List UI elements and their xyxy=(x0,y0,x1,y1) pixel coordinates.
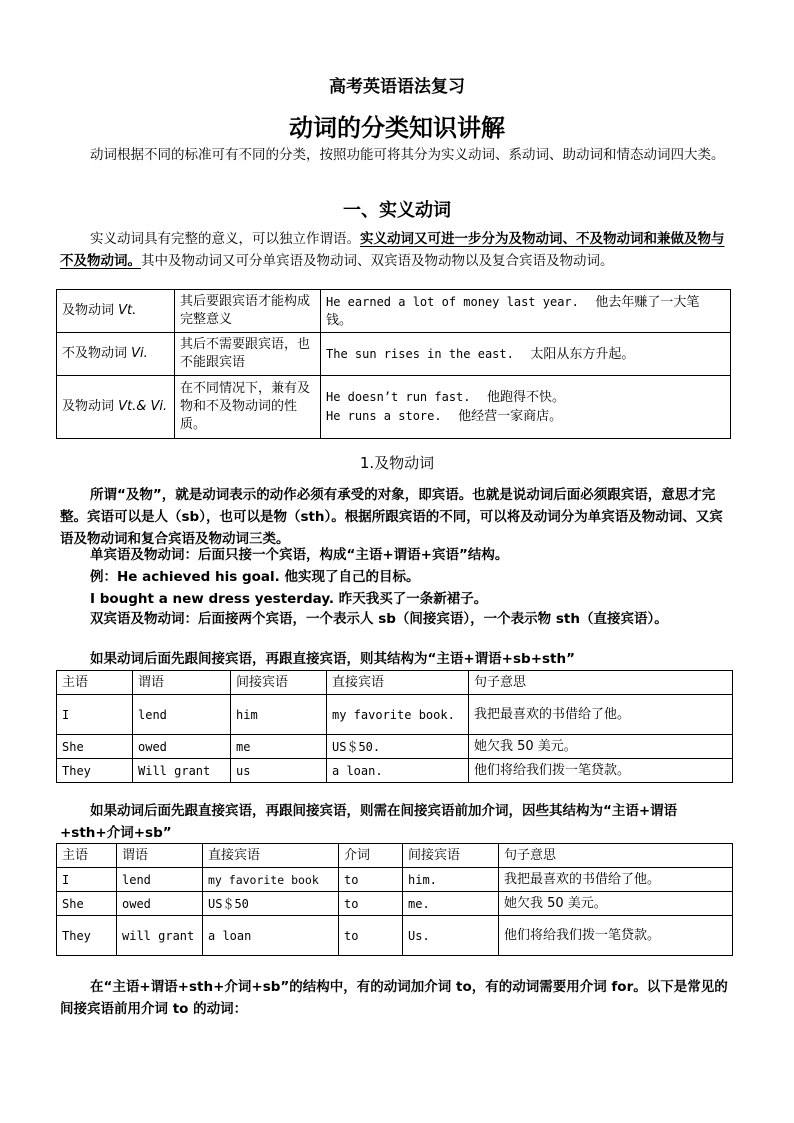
header-cell: 句子意思 xyxy=(469,671,733,695)
table-cell: to xyxy=(339,916,403,956)
example-sentence-1: 例：He achieved his goal. 他实现了自己的目标。 xyxy=(90,569,420,585)
table-row xyxy=(57,333,731,376)
table-cell: will grant xyxy=(117,916,203,956)
notional-verbs-paragraph: 实义动词具有完整的意义，可以独立作谓语。实义动词又可进一步分为及物动词、不及物动词和兼做及物与不及物动词。其中及物动词又可分单宾语及物动词、双宾语及物动物以及复合宾语及物动词。 xyxy=(60,231,725,269)
table-row xyxy=(57,735,733,759)
table-cell: my favorite book. xyxy=(327,695,469,735)
table-header-row xyxy=(57,844,733,868)
table-cell: He earned a lot of money last year. 他去年赚了一大笔钱。 xyxy=(321,290,731,333)
intro-paragraph: 动词根据不同的标准可有不同的分类，按照功能可将其分为实义动词、系动词、助动词和情态动词四大类。 xyxy=(90,147,725,163)
table-cell: owed xyxy=(133,735,231,759)
structure-sb-sth-paragraph: 如果动词后面先跟间接宾语，再跟直接宾语，则其结构为“主语+谓语+sb+sth” xyxy=(90,651,575,667)
table-cell: Will grant xyxy=(133,759,231,783)
header-cell: 主语 xyxy=(57,671,133,695)
table-cell: 及物动词 Vt. xyxy=(57,290,175,333)
table-cell: She xyxy=(57,892,117,916)
table-cell: lend xyxy=(117,868,203,892)
section-heading-notional-verbs: 一、实义动词 xyxy=(343,200,451,221)
table-cell: They xyxy=(57,916,117,956)
header-cell: 句子意思 xyxy=(499,844,733,868)
table-cell: 他们将给我们拨一笔贷款。 xyxy=(469,759,733,783)
table-cell: 她欠我 50 美元。 xyxy=(469,735,733,759)
table-cell: The sun rises in the east. 太阳从东方升起。 xyxy=(321,333,731,376)
transitive-definition-paragraph: 所谓“及物”，就是动词表示的动作必须有承受的对象，即宾语。也就是说动词后面必须跟宾语，意思才完整。宾语可以是人（sb），也可以是物（sth）。根据所跟宾语的不同，可以将及动词分为单宾语及物动词、又宾语及物动词和复合宾语及物动词三类。 xyxy=(60,487,723,547)
table-cell: me. xyxy=(403,892,499,916)
table-cell: 他们将给我们拨一笔贷款。 xyxy=(499,916,733,956)
table-row xyxy=(57,892,733,916)
table-row xyxy=(57,376,731,439)
table-cell: him xyxy=(231,695,327,735)
table-cell: 我把最喜欢的书借给了他。 xyxy=(499,868,733,892)
single-object-paragraph: 单宾语及物动词：后面只接一个宾语，构成“主语+谓语+宾语”结构。 xyxy=(90,547,509,563)
table-cell: to xyxy=(339,868,403,892)
verb-subtypes-emphasis: 实义动词又可进一步分为及物动词、不及物动词和兼做及物与不及物动词。 xyxy=(60,231,725,269)
table-cell: He doesn’t run fast. 他跑得不快。 He runs a store. 他经营一家商店。 xyxy=(321,376,731,439)
table-cell: to xyxy=(339,892,403,916)
header-cell: 直接宾语 xyxy=(327,671,469,695)
table-cell: 她欠我 50 美元。 xyxy=(499,892,733,916)
table-cell: She xyxy=(57,735,133,759)
table-cell: I xyxy=(57,868,117,892)
table-cell: 我把最喜欢的书借给了他。 xyxy=(469,695,733,735)
example-sentence-2: I bought a new dress yesterday. 昨天我买了一条新裙子。 xyxy=(90,591,488,607)
table-cell: US＄50 xyxy=(203,892,339,916)
table-row xyxy=(57,695,733,735)
document-title: 动词的分类知识讲解 xyxy=(289,114,505,142)
table-cell: lend xyxy=(133,695,231,735)
header-cell: 介词 xyxy=(339,844,403,868)
table-cell: I xyxy=(57,695,133,735)
table-cell: 其后要跟宾语才能构成完整意义 xyxy=(175,290,321,333)
table-cell: my favorite book xyxy=(203,868,339,892)
table-cell: Us. xyxy=(403,916,499,956)
table-cell: me xyxy=(231,735,327,759)
preposition-to-paragraph: 在“主语+谓语+sth+介词+sb”的结构中，有的动词加介词 to，有的动词需要用介词 for。以下是常见的间接宾语前用介词 to 的动词： xyxy=(60,979,728,1017)
table-cell: us xyxy=(231,759,327,783)
indirect-first-table xyxy=(56,670,733,783)
table-header-row xyxy=(57,671,733,695)
table-cell: 及物动词 Vt.& Vi. xyxy=(57,376,175,439)
table-cell: 其后不需要跟宾语，也不能跟宾语 xyxy=(175,333,321,376)
double-object-paragraph: 双宾语及物动词：后面接两个宾语，一个表示人 sb（间接宾语），一个表示物 sth（直接宾语）。 xyxy=(90,611,668,627)
table-cell: owed xyxy=(117,892,203,916)
header-cell: 直接宾语 xyxy=(203,844,339,868)
table-row xyxy=(57,759,733,783)
table-row xyxy=(57,868,733,892)
structure-sth-prep-sb-paragraph: 如果动词后面先跟直接宾语，再跟间接宾语，则需在间接宾语前加介词，因些其结构为“主语+谓语+sth+介词+sb” xyxy=(60,803,678,841)
section-heading-transitive-verbs: 1.及物动词 xyxy=(359,454,435,472)
table-cell: him. xyxy=(403,868,499,892)
header-cell: 谓语 xyxy=(117,844,203,868)
table-cell: They xyxy=(57,759,133,783)
table-row xyxy=(57,290,731,333)
table-cell: 在不同情况下，兼有及物和不及物动词的性质。 xyxy=(175,376,321,439)
table-cell: a loan xyxy=(203,916,339,956)
header-cell: 谓语 xyxy=(133,671,231,695)
document-subtitle: 高考英语语法复习 xyxy=(329,77,465,97)
table-cell: US＄50. xyxy=(327,735,469,759)
table-row xyxy=(57,916,733,956)
header-cell: 间接宾语 xyxy=(231,671,327,695)
table-cell: a loan. xyxy=(327,759,469,783)
verb-types-table xyxy=(56,289,731,439)
table-cell: 不及物动词 Vi. xyxy=(57,333,175,376)
direct-first-table xyxy=(56,843,733,956)
header-cell: 间接宾语 xyxy=(403,844,499,868)
header-cell: 主语 xyxy=(57,844,117,868)
